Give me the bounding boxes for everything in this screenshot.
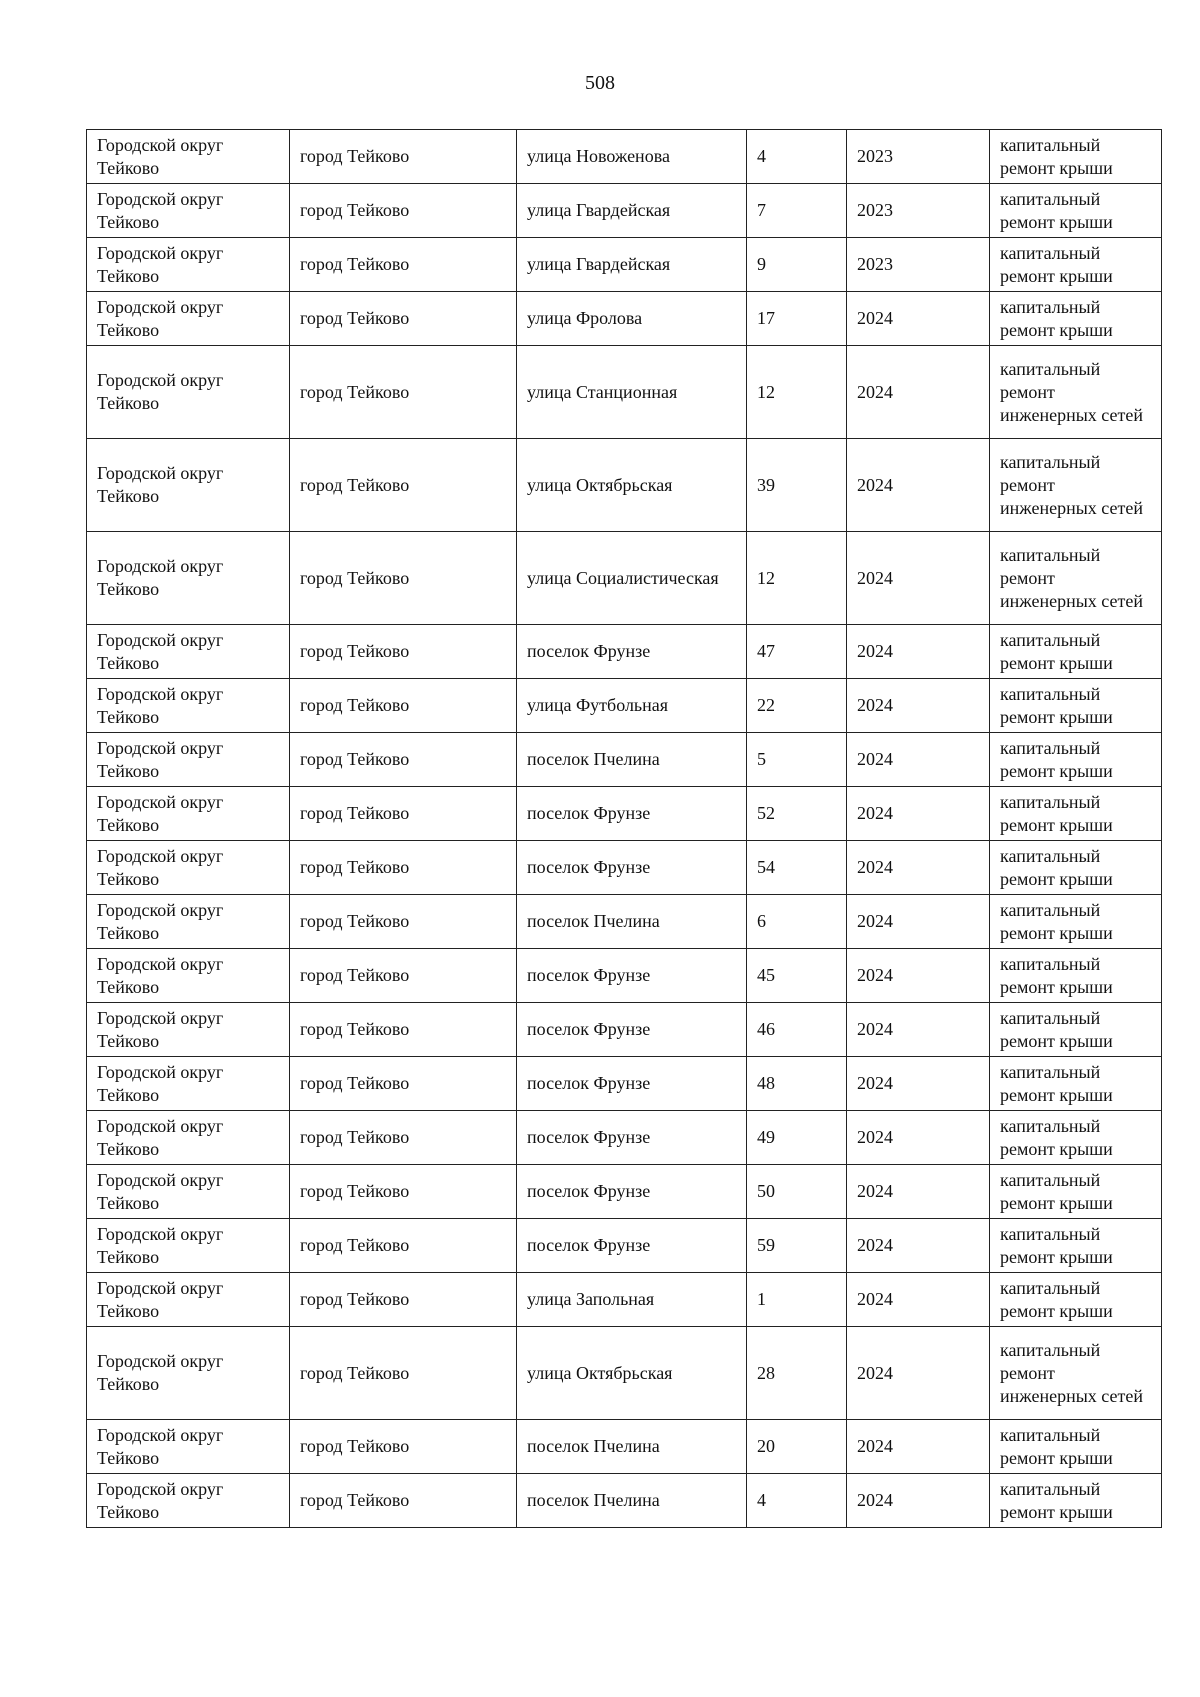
cell-house-number: 17 <box>747 292 847 346</box>
cell-street: улица Гвардейская <box>517 184 747 238</box>
cell-house-number: 50 <box>747 1165 847 1219</box>
cell-street: улица Октябрьская <box>517 439 747 532</box>
cell-district: Городской округ Тейково <box>87 733 290 787</box>
cell-city: город Тейково <box>290 1420 517 1474</box>
cell-district: Городской округ Тейково <box>87 292 290 346</box>
cell-work-type: капитальный ремонт крыши <box>990 1111 1162 1165</box>
cell-city: город Тейково <box>290 1273 517 1327</box>
cell-street: улица Запольная <box>517 1273 747 1327</box>
cell-year: 2024 <box>847 1057 990 1111</box>
cell-street: поселок Пчелина <box>517 895 747 949</box>
cell-work-type: капитальный ремонт крыши <box>990 292 1162 346</box>
table-row <box>87 1003 1162 1057</box>
cell-street: поселок Пчелина <box>517 733 747 787</box>
cell-work-type: капитальный ремонт крыши <box>990 841 1162 895</box>
cell-district: Городской округ Тейково <box>87 1003 290 1057</box>
cell-work-type: капитальный ремонт крыши <box>990 625 1162 679</box>
cell-district: Городской округ Тейково <box>87 1474 290 1528</box>
table-row <box>87 1474 1162 1528</box>
cell-street: поселок Фрунзе <box>517 625 747 679</box>
cell-work-type: капитальный ремонт крыши <box>990 1003 1162 1057</box>
cell-work-type: капитальный ремонт крыши <box>990 1165 1162 1219</box>
cell-street: поселок Фрунзе <box>517 787 747 841</box>
table-row <box>87 532 1162 625</box>
cell-house-number: 22 <box>747 679 847 733</box>
table-row <box>87 1327 1162 1420</box>
cell-city: город Тейково <box>290 949 517 1003</box>
cell-city: город Тейково <box>290 1111 517 1165</box>
cell-street: улица Фролова <box>517 292 747 346</box>
cell-house-number: 59 <box>747 1219 847 1273</box>
cell-year: 2023 <box>847 130 990 184</box>
cell-city: город Тейково <box>290 130 517 184</box>
cell-year: 2024 <box>847 625 990 679</box>
cell-city: город Тейково <box>290 1219 517 1273</box>
cell-street: улица Социалистическая <box>517 532 747 625</box>
cell-house-number: 28 <box>747 1327 847 1420</box>
cell-city: город Тейково <box>290 292 517 346</box>
cell-work-type: капитальный ремонт крыши <box>990 1273 1162 1327</box>
table-row <box>87 949 1162 1003</box>
cell-district: Городской округ Тейково <box>87 532 290 625</box>
cell-city: город Тейково <box>290 625 517 679</box>
cell-year: 2024 <box>847 1327 990 1420</box>
cell-year: 2024 <box>847 292 990 346</box>
cell-street: улица Станционная <box>517 346 747 439</box>
repair-schedule-table <box>86 129 1162 1528</box>
table-row <box>87 130 1162 184</box>
table-row <box>87 1420 1162 1474</box>
cell-street: улица Октябрьская <box>517 1327 747 1420</box>
cell-house-number: 1 <box>747 1273 847 1327</box>
cell-city: город Тейково <box>290 679 517 733</box>
table-row <box>87 184 1162 238</box>
cell-district: Городской округ Тейково <box>87 238 290 292</box>
cell-work-type: капитальный ремонт крыши <box>990 679 1162 733</box>
cell-street: поселок Фрунзе <box>517 841 747 895</box>
cell-year: 2024 <box>847 1420 990 1474</box>
cell-year: 2024 <box>847 949 990 1003</box>
table-row <box>87 1057 1162 1111</box>
cell-street: поселок Фрунзе <box>517 1057 747 1111</box>
cell-work-type: капитальный ремонт крыши <box>990 184 1162 238</box>
cell-district: Городской округ Тейково <box>87 841 290 895</box>
cell-work-type: капитальный ремонт крыши <box>990 1474 1162 1528</box>
table-row <box>87 625 1162 679</box>
cell-city: город Тейково <box>290 841 517 895</box>
cell-city: город Тейково <box>290 1003 517 1057</box>
cell-house-number: 48 <box>747 1057 847 1111</box>
cell-house-number: 9 <box>747 238 847 292</box>
cell-district: Городской округ Тейково <box>87 1165 290 1219</box>
cell-district: Городской округ Тейково <box>87 1327 290 1420</box>
table-row <box>87 439 1162 532</box>
cell-street: поселок Фрунзе <box>517 1219 747 1273</box>
cell-city: город Тейково <box>290 532 517 625</box>
cell-district: Городской округ Тейково <box>87 949 290 1003</box>
cell-year: 2023 <box>847 238 990 292</box>
cell-street: поселок Фрунзе <box>517 949 747 1003</box>
cell-district: Городской округ Тейково <box>87 1057 290 1111</box>
table-row <box>87 679 1162 733</box>
table-row <box>87 841 1162 895</box>
cell-city: город Тейково <box>290 238 517 292</box>
table-row <box>87 787 1162 841</box>
cell-work-type: капитальный ремонт крыши <box>990 787 1162 841</box>
table-row <box>87 1219 1162 1273</box>
cell-house-number: 47 <box>747 625 847 679</box>
table-row <box>87 733 1162 787</box>
cell-house-number: 20 <box>747 1420 847 1474</box>
table-row <box>87 292 1162 346</box>
cell-year: 2024 <box>847 895 990 949</box>
cell-house-number: 45 <box>747 949 847 1003</box>
cell-street: поселок Фрунзе <box>517 1165 747 1219</box>
cell-work-type: капитальный ремонт крыши <box>990 949 1162 1003</box>
cell-city: город Тейково <box>290 439 517 532</box>
cell-house-number: 46 <box>747 1003 847 1057</box>
cell-year: 2024 <box>847 1219 990 1273</box>
cell-year: 2024 <box>847 439 990 532</box>
cell-district: Городской округ Тейково <box>87 895 290 949</box>
cell-street: поселок Фрунзе <box>517 1111 747 1165</box>
cell-work-type: капитальный ремонт инженерных сетей <box>990 1327 1162 1420</box>
cell-work-type: капитальный ремонт крыши <box>990 1219 1162 1273</box>
cell-district: Городской округ Тейково <box>87 1420 290 1474</box>
table-row <box>87 1111 1162 1165</box>
cell-house-number: 54 <box>747 841 847 895</box>
cell-district: Городской округ Тейково <box>87 439 290 532</box>
cell-year: 2023 <box>847 184 990 238</box>
cell-district: Городской округ Тейково <box>87 625 290 679</box>
cell-year: 2024 <box>847 532 990 625</box>
cell-house-number: 4 <box>747 130 847 184</box>
cell-work-type: капитальный ремонт крыши <box>990 1420 1162 1474</box>
cell-district: Городской округ Тейково <box>87 1273 290 1327</box>
cell-work-type: капитальный ремонт инженерных сетей <box>990 439 1162 532</box>
cell-year: 2024 <box>847 841 990 895</box>
cell-work-type: капитальный ремонт инженерных сетей <box>990 532 1162 625</box>
cell-work-type: капитальный ремонт крыши <box>990 1057 1162 1111</box>
cell-city: город Тейково <box>290 895 517 949</box>
cell-house-number: 12 <box>747 346 847 439</box>
cell-house-number: 6 <box>747 895 847 949</box>
cell-city: город Тейково <box>290 1474 517 1528</box>
table-row <box>87 346 1162 439</box>
cell-district: Городской округ Тейково <box>87 184 290 238</box>
cell-year: 2024 <box>847 1003 990 1057</box>
cell-work-type: капитальный ремонт крыши <box>990 895 1162 949</box>
table-row <box>87 1273 1162 1327</box>
cell-city: город Тейково <box>290 346 517 439</box>
cell-house-number: 12 <box>747 532 847 625</box>
table-row <box>87 1165 1162 1219</box>
cell-city: город Тейково <box>290 787 517 841</box>
cell-year: 2024 <box>847 1474 990 1528</box>
cell-city: город Тейково <box>290 1327 517 1420</box>
cell-street: улица Гвардейская <box>517 238 747 292</box>
cell-house-number: 7 <box>747 184 847 238</box>
cell-year: 2024 <box>847 1273 990 1327</box>
cell-district: Городской округ Тейково <box>87 679 290 733</box>
cell-year: 2024 <box>847 679 990 733</box>
cell-work-type: капитальный ремонт крыши <box>990 130 1162 184</box>
cell-district: Городской округ Тейково <box>87 346 290 439</box>
cell-year: 2024 <box>847 787 990 841</box>
cell-district: Городской округ Тейково <box>87 787 290 841</box>
cell-house-number: 4 <box>747 1474 847 1528</box>
cell-street: поселок Пчелина <box>517 1474 747 1528</box>
cell-year: 2024 <box>847 1111 990 1165</box>
cell-city: город Тейково <box>290 1057 517 1111</box>
cell-year: 2024 <box>847 346 990 439</box>
table-row <box>87 895 1162 949</box>
cell-street: поселок Фрунзе <box>517 1003 747 1057</box>
cell-street: поселок Пчелина <box>517 1420 747 1474</box>
cell-work-type: капитальный ремонт крыши <box>990 238 1162 292</box>
cell-work-type: капитальный ремонт инженерных сетей <box>990 346 1162 439</box>
table-row <box>87 238 1162 292</box>
cell-district: Городской округ Тейково <box>87 130 290 184</box>
cell-year: 2024 <box>847 733 990 787</box>
cell-street: улица Новоженова <box>517 130 747 184</box>
cell-street: улица Футбольная <box>517 679 747 733</box>
cell-year: 2024 <box>847 1165 990 1219</box>
cell-city: город Тейково <box>290 1165 517 1219</box>
cell-house-number: 5 <box>747 733 847 787</box>
cell-house-number: 52 <box>747 787 847 841</box>
cell-district: Городской округ Тейково <box>87 1111 290 1165</box>
cell-house-number: 49 <box>747 1111 847 1165</box>
cell-city: город Тейково <box>290 733 517 787</box>
page-number: 508 <box>585 72 615 94</box>
cell-house-number: 39 <box>747 439 847 532</box>
cell-district: Городской округ Тейково <box>87 1219 290 1273</box>
cell-city: город Тейково <box>290 184 517 238</box>
cell-work-type: капитальный ремонт крыши <box>990 733 1162 787</box>
